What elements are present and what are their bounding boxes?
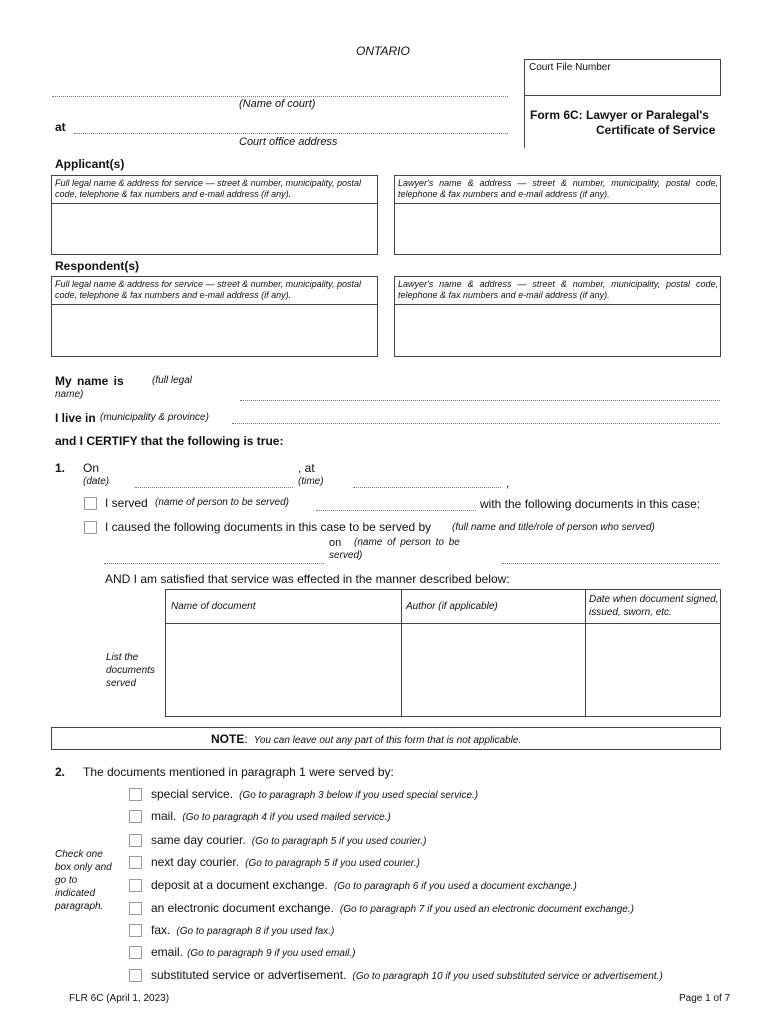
respondent-party-box[interactable]: [51, 276, 378, 357]
applicant-party-caption: Full legal name & address for service — street & number, municipality, postal code, telephone & fax numbers and e-mail address (if any).: [55, 178, 361, 199]
i-live-in-label: I live in: [55, 411, 96, 425]
option-email[interactable]: [129, 944, 729, 964]
mail-label: mail.: [151, 809, 177, 823]
list-label-3: served: [106, 678, 137, 689]
table-header-author: Author (if applicable): [406, 601, 498, 612]
respondent-lawyer-divider: [395, 304, 720, 305]
note-line: NOTE: You can leave out any part of this form that is not applicable.: [211, 732, 522, 746]
applicants-heading: Applicant(s): [55, 157, 125, 171]
mail-checkbox[interactable]: [129, 810, 142, 823]
note-box: [51, 727, 721, 750]
option-next-day-courier[interactable]: [129, 854, 729, 874]
full-legal-name-hint-1: (full legal: [152, 375, 193, 386]
service-date-field[interactable]: [135, 487, 293, 488]
option-substituted-service[interactable]: [129, 967, 729, 987]
respondents-heading: Respondent(s): [55, 259, 139, 273]
applicant-party-divider: [52, 203, 377, 204]
on2-hint-1: (name of person to be: [354, 537, 460, 548]
same-day-courier-hint: (Go to paragraph 5 if you used courier.): [251, 836, 427, 847]
applicant-lawyer-divider: [395, 203, 720, 204]
my-name-is-label: My name is: [55, 374, 124, 388]
respondent-lawyer-caption: Lawyer's name & address — street & number, municipality, postal code, telephone & fax numbers and e-mail address (if any).: [398, 279, 718, 300]
electronic-exchange-hint: (Go to paragraph 7 if you used an electronic document exchange.): [339, 904, 634, 915]
service-time-field[interactable]: [353, 487, 501, 488]
para2-number: 2.: [55, 765, 66, 779]
electronic-exchange-checkbox[interactable]: [129, 902, 142, 915]
table-header-date: Date when document signed, issued, sworn, etc.: [589, 594, 719, 618]
side-note-line-1: Check one: [55, 849, 103, 860]
caused-label: I caused the following documents in this case to be served by: [105, 520, 432, 534]
next-day-courier-checkbox[interactable]: [129, 856, 142, 869]
form-title-line1: Form 6C: Lawyer or Paralegal's: [530, 108, 709, 122]
table-header-name: Name of document: [171, 601, 256, 612]
documents-table: [165, 589, 721, 717]
document-exchange-hint: (Go to paragraph 6 if you used a document exchange.): [333, 881, 577, 892]
option-mail[interactable]: [129, 808, 729, 828]
at-label: at: [55, 120, 66, 134]
respondent-party-divider: [52, 304, 377, 305]
next-day-courier-hint: (Go to paragraph 5 if you used courier.): [245, 858, 420, 869]
form-id: FLR 6C (April 1, 2023): [69, 993, 170, 1004]
option-same-day-courier[interactable]: [129, 832, 729, 852]
court-file-number-box[interactable]: [524, 59, 721, 96]
special-service-checkbox[interactable]: [129, 788, 142, 801]
para1-date-hint: (date): [83, 476, 110, 487]
served-label: I served: [105, 496, 148, 510]
para1-number: 1.: [55, 461, 66, 475]
fax-checkbox[interactable]: [129, 924, 142, 937]
name-of-court-field[interactable]: [52, 96, 508, 97]
name-of-court-caption: (Name of court): [239, 98, 316, 110]
document-exchange-label: deposit at a document exchange.: [151, 878, 328, 892]
person-served-field[interactable]: [316, 510, 476, 511]
fax-label: fax.: [151, 923, 171, 937]
para1-at-label: , at: [298, 461, 315, 475]
respondent-party-caption: Full legal name & address for service — street & number, municipality, postal code, telephone & fax numbers and e-mail address (if any).: [55, 279, 361, 300]
fax-hint: (Go to paragraph 8 if you used fax.): [176, 926, 335, 937]
side-note-line-5: paragraph.: [55, 901, 104, 912]
same-day-courier-label: same day courier.: [151, 833, 246, 847]
option-fax[interactable]: [129, 922, 729, 942]
substituted-service-checkbox[interactable]: [129, 969, 142, 982]
para1-time-hint: (time): [298, 476, 324, 487]
court-office-address-caption: Court office address: [239, 136, 338, 148]
document-date-cell[interactable]: [586, 624, 720, 716]
court-office-address-field[interactable]: [74, 133, 508, 134]
side-note-line-2: box only and: [55, 862, 112, 873]
court-file-number-label: Court File Number: [529, 62, 611, 73]
full-legal-name-hint-2: name): [55, 389, 84, 400]
on2-hint-2: served): [329, 550, 363, 561]
option-document-exchange[interactable]: [129, 877, 729, 897]
applicant-lawyer-caption: Lawyer's name & address — street & number, municipality, postal code, telephone & fax numbers and e-mail address (if any).: [398, 178, 718, 199]
document-name-cell[interactable]: [166, 624, 401, 716]
applicant-lawyer-box[interactable]: [394, 175, 721, 255]
special-service-hint: (Go to paragraph 3 below if you used special service.): [239, 790, 479, 801]
note-text: You can leave out any part of this form that is not applicable.: [253, 735, 522, 746]
satisfied-statement: AND I am satisfied that service was effected in the manner described below:: [105, 572, 510, 586]
side-note-line-3: go to: [55, 875, 78, 886]
jurisdiction: ONTARIO: [356, 44, 410, 58]
document-author-cell[interactable]: [402, 624, 585, 716]
municipality-field[interactable]: [232, 423, 720, 424]
certify-statement: and I CERTIFY that the following is true:: [55, 434, 284, 448]
email-hint: (Go to paragraph 9 if you used email.): [187, 948, 356, 959]
note-label: NOTE: [211, 732, 245, 746]
header-divider: [524, 96, 525, 148]
list-label-1: List the: [106, 652, 139, 663]
list-documents-label: [106, 651, 155, 690]
side-note-line-4: indicated: [55, 888, 96, 899]
email-checkbox[interactable]: [129, 946, 142, 959]
option-electronic-exchange[interactable]: [129, 900, 729, 920]
served-personally-checkbox[interactable]: [84, 497, 97, 510]
substituted-service-label: substituted service or advertisement.: [151, 968, 347, 982]
electronic-exchange-label: an electronic document exchange.: [151, 901, 334, 915]
email-label: email.: [151, 945, 184, 959]
para1-comma: ,: [506, 476, 510, 490]
para1-on-label: On: [83, 461, 100, 475]
document-exchange-checkbox[interactable]: [129, 879, 142, 892]
municipality-hint: (municipality & province): [100, 412, 209, 423]
served-tail: with the following documents in this case:: [480, 497, 701, 511]
respondent-lawyer-box[interactable]: [394, 276, 721, 357]
form-title-line2: Certificate of Service: [596, 123, 716, 137]
special-service-label: special service.: [151, 787, 234, 801]
para2-side-note: [55, 848, 112, 913]
person-to-be-served-field[interactable]: [502, 563, 720, 564]
para2-lead: The documents mentioned in paragraph 1 were served by:: [83, 765, 394, 779]
server-name-field[interactable]: [104, 563, 324, 564]
served-hint: (name of person to be served): [155, 497, 289, 508]
caused-service-checkbox[interactable]: [84, 521, 97, 534]
same-day-courier-checkbox[interactable]: [129, 834, 142, 847]
on2-label: on: [329, 537, 342, 549]
substituted-service-hint: (Go to paragraph 10 if you used substituted service or advertisement.): [352, 971, 663, 982]
applicant-party-box[interactable]: [51, 175, 378, 255]
next-day-courier-label: next day courier.: [151, 855, 240, 869]
page-number: Page 1 of 7: [679, 993, 731, 1004]
caused-hint: (full name and title/role of person who served): [452, 522, 655, 533]
full-legal-name-field[interactable]: [240, 400, 720, 401]
option-special-service[interactable]: [129, 786, 729, 806]
mail-hint: (Go to paragraph 4 if you used mailed service.): [182, 812, 391, 823]
list-label-2: documents: [106, 665, 155, 676]
